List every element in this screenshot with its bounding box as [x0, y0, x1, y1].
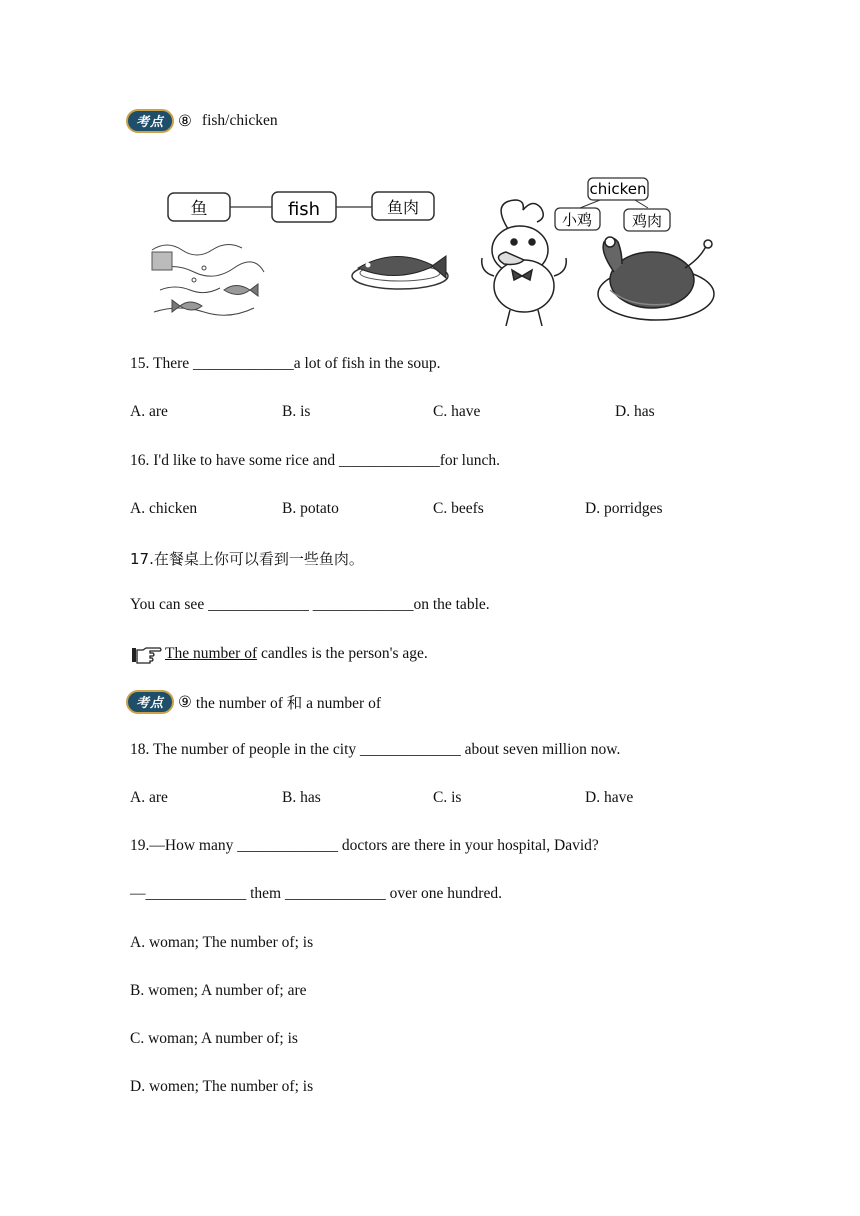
- fish-chicken-illustration: [140, 172, 730, 332]
- tip-text: candles is the person's age.: [257, 645, 428, 662]
- q19-option-d[interactable]: D. women; The number of; is: [130, 1078, 314, 1095]
- q16-option-a[interactable]: A. chicken: [130, 500, 198, 517]
- roast-chicken-icon: [598, 237, 714, 320]
- q18-option-b[interactable]: B. has: [282, 789, 321, 806]
- q18-option-c[interactable]: C. is: [433, 789, 462, 806]
- q18-option-d[interactable]: D. have: [585, 789, 634, 806]
- kaodian-badge: 考点: [126, 690, 174, 714]
- tip-underlined: The number of: [165, 645, 258, 662]
- section-title: the number of 和 a number of: [195, 695, 381, 712]
- question-17-line: You can see _____________ _____________on the table.: [130, 596, 490, 613]
- question-16: 16. I'd like to have some rice and _____________for lunch.: [130, 452, 500, 469]
- q15-option-a[interactable]: A. are: [130, 403, 168, 420]
- q15-option-c[interactable]: C. have: [433, 403, 481, 420]
- q15-option-b[interactable]: B. is: [282, 403, 311, 420]
- word-jirou: 鸡肉: [631, 212, 663, 230]
- word-yu: 鱼: [190, 199, 208, 219]
- word-xiaoji: 小鸡: [561, 211, 593, 229]
- point-number: ⑨: [178, 693, 192, 711]
- section-header-9: [126, 690, 381, 714]
- question-17: 17.在餐桌上你可以看到一些鱼肉。: [130, 550, 364, 568]
- q19-option-b[interactable]: B. women; A number of; are: [130, 982, 307, 999]
- section-title: fish/chicken: [201, 112, 278, 129]
- chick-icon: [482, 200, 567, 326]
- point-number: ⑧: [178, 112, 192, 130]
- section-header-8: [126, 109, 278, 133]
- q16-option-d[interactable]: D. porridges: [585, 500, 663, 517]
- q15-option-d[interactable]: D. has: [615, 403, 655, 420]
- question-19-reply: —_____________ them _____________ over one hundred.: [130, 885, 502, 902]
- question-15: 15. There _____________a lot of fish in the soup.: [130, 355, 441, 372]
- word-fish: fish: [287, 199, 321, 220]
- pointing-hand-icon: [130, 644, 162, 664]
- word-chicken: chicken: [589, 180, 647, 198]
- word-yurou: 鱼肉: [386, 198, 420, 217]
- kaodian-badge: 考点: [126, 109, 174, 133]
- q16-option-c[interactable]: C. beefs: [433, 500, 484, 517]
- question-18: 18. The number of people in the city _____________ about seven million now.: [130, 741, 621, 758]
- q18-option-a[interactable]: A. are: [130, 789, 168, 806]
- q19-option-a[interactable]: A. woman; The number of; is: [130, 934, 314, 951]
- q19-option-c[interactable]: C. woman; A number of; is: [130, 1030, 298, 1047]
- fish-on-plate-icon: [352, 256, 448, 289]
- question-19: 19.—How many _____________ doctors are there in your hospital, David?: [130, 837, 599, 854]
- tip-line: [130, 644, 428, 664]
- q16-option-b[interactable]: B. potato: [282, 500, 339, 517]
- fish-in-water-icon: [152, 244, 264, 315]
